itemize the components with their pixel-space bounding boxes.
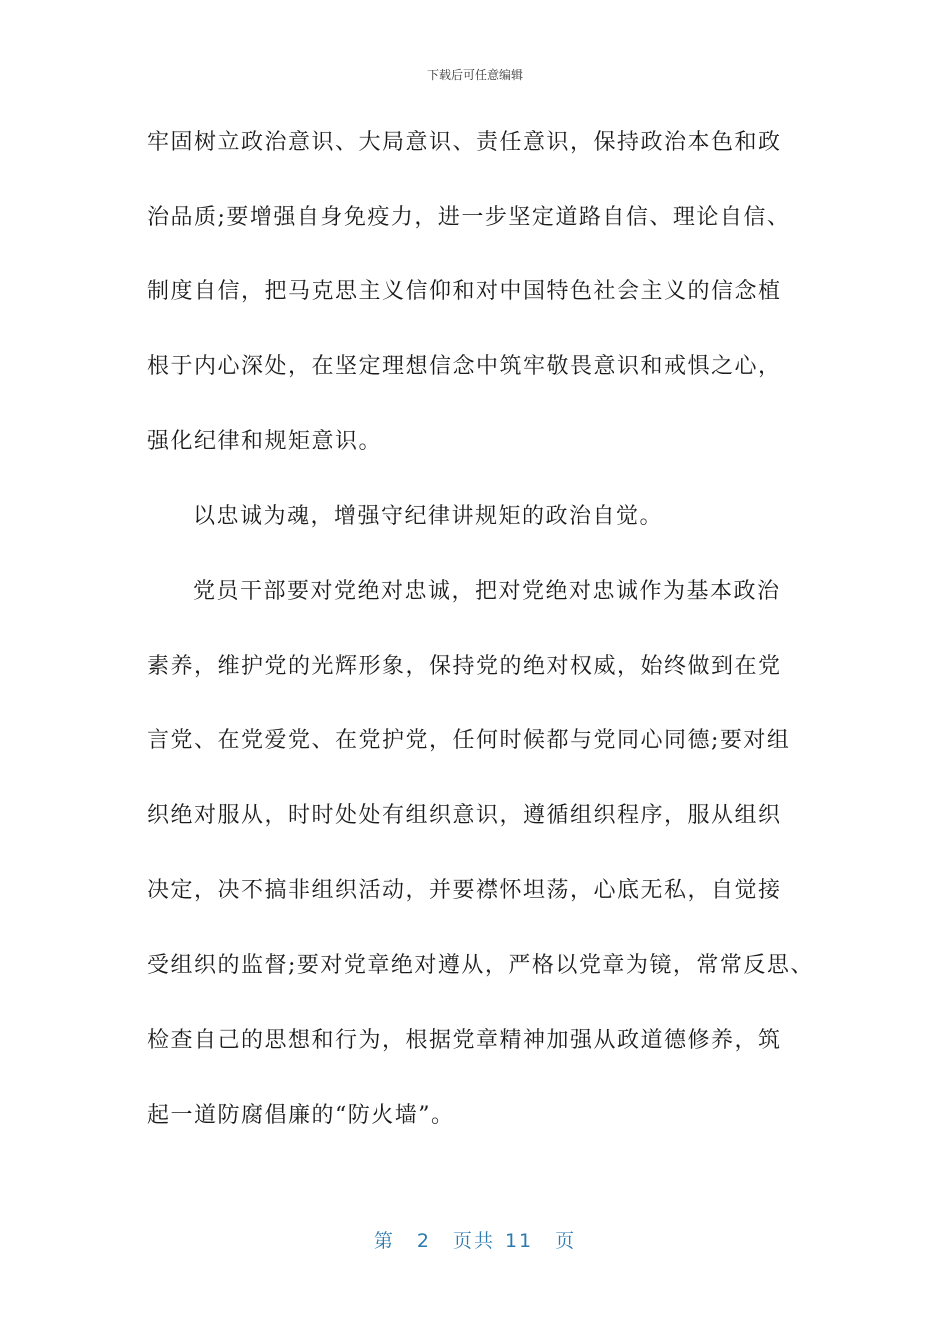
text-line: 言党、在党爱党、在党护党，任何时候都与党同心同德;要对组 — [147, 728, 791, 753]
text-line: 织绝对服从，时时处处有组织意识，遵循组织程序，服从组织 — [147, 803, 782, 828]
total-pages-number: 11 — [504, 1230, 534, 1252]
text-line: 牢固树立政治意识、大局意识、责任意识，保持政治本色和政 — [147, 130, 782, 155]
page-number-footer — [0, 1226, 950, 1253]
text-line: 素养，维护党的光辉形象，保持党的绝对权威，始终做到在党 — [147, 654, 782, 679]
footer-middle: 页共 — [452, 1230, 495, 1252]
text-line: 制度自信，把马克思主义信仰和对中国特色社会主义的信念植 — [147, 279, 782, 304]
section-heading: 以忠诚为魂，增强守纪律讲规矩的政治自觉。 — [193, 504, 664, 529]
text-line: 决定，决不搞非组织活动，并要襟怀坦荡，心底无私，自觉接 — [147, 878, 782, 903]
text-line: 党员干部要对党绝对忠诚，把对党绝对忠诚作为基本政治 — [193, 579, 781, 604]
page-header-note: 下载后可任意编辑 — [426, 68, 523, 82]
footer-suffix: 页 — [555, 1230, 577, 1252]
text-line: 强化纪律和规矩意识。 — [147, 429, 383, 454]
footer-prefix: 第 — [373, 1230, 395, 1252]
text-line: 治品质;要增强自身免疫力，进一步坚定道路自信、理论自信、 — [147, 205, 791, 230]
text-line: 受组织的监督;要对党章绝对遵从，严格以党章为镜，常常反思、 — [147, 953, 814, 978]
text-line: 检查自己的思想和行为，根据党章精神加强从政道德修养，筑 — [147, 1028, 782, 1053]
text-line: 根于内心深处，在坚定理想信念中筑牢敬畏意识和戒惧之心， — [147, 354, 782, 379]
current-page-number: 2 — [416, 1230, 431, 1252]
text-line: 起一道防腐倡廉的“防火墙”。 — [147, 1103, 455, 1128]
